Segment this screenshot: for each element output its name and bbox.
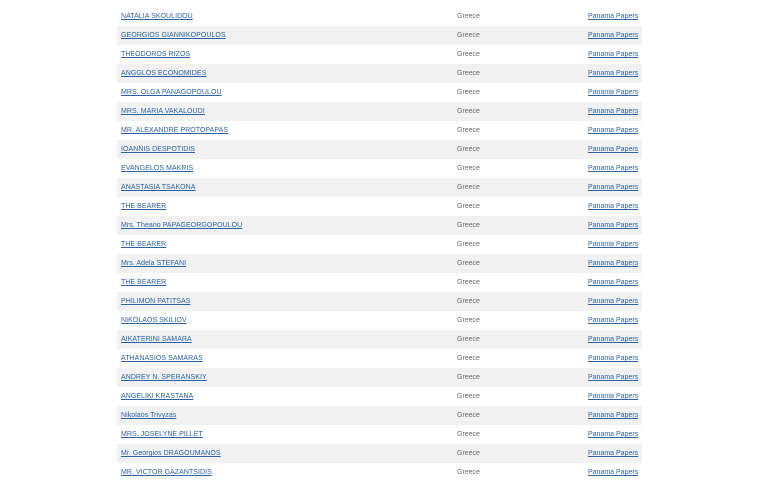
table-row (117, 178, 642, 197)
table-row (117, 425, 642, 444)
entity-name-link[interactable]: THE BEARER (121, 241, 167, 248)
table-row (117, 45, 642, 64)
data-source-link[interactable]: Panama Papers (588, 241, 639, 248)
data-source-link[interactable]: Panama Papers (588, 165, 639, 172)
country-cell: Greece (457, 393, 480, 400)
table-row (117, 311, 642, 330)
entity-name-link[interactable]: MRS. JOSELYNE PILLET (121, 431, 203, 438)
country-cell: Greece (457, 336, 480, 343)
country-cell: Greece (457, 89, 480, 96)
data-source-link[interactable]: Panama Papers (588, 279, 639, 286)
entity-name-link[interactable]: Nikolaos Trivyzas (121, 412, 177, 419)
table-row (117, 83, 642, 102)
entity-name-link[interactable]: EVANGELOS MAKRIS (121, 165, 194, 172)
entity-name-link[interactable]: THEODOROS RIZOS (121, 51, 191, 58)
table-row (117, 140, 642, 159)
data-source-link[interactable]: Panama Papers (588, 336, 639, 343)
data-source-link[interactable]: Panama Papers (588, 222, 639, 229)
data-source-link[interactable]: Panama Papers (588, 298, 639, 305)
table-row (117, 64, 642, 83)
entity-name-link[interactable]: NATALIA SKOULIDOU (121, 13, 193, 20)
country-cell: Greece (457, 165, 480, 172)
entity-name-link[interactable]: THE BEARER (121, 279, 167, 286)
entity-name-link[interactable]: PHILIMON PATITSAS (121, 298, 191, 305)
country-cell: Greece (457, 450, 480, 457)
table-row (117, 254, 642, 273)
country-cell: Greece (457, 317, 480, 324)
country-cell: Greece (457, 146, 480, 153)
results-table (117, 7, 642, 482)
country-cell: Greece (457, 431, 480, 438)
table-row (117, 235, 642, 254)
data-source-link[interactable]: Panama Papers (588, 127, 639, 134)
entity-name-link[interactable]: NIKOLAOS SKILIOV (121, 317, 187, 324)
data-source-link[interactable]: Panama Papers (588, 317, 639, 324)
table-row (117, 330, 642, 349)
country-cell: Greece (457, 70, 480, 77)
data-source-link[interactable]: Panama Papers (588, 51, 639, 58)
data-source-link[interactable]: Panama Papers (588, 13, 639, 20)
entity-name-link[interactable]: ATHANASIOS SAMARAS (121, 355, 203, 362)
country-cell: Greece (457, 298, 480, 305)
entity-name-link[interactable]: ANGELIKI KRASTANA (121, 393, 194, 400)
country-cell: Greece (457, 355, 480, 362)
entity-name-link[interactable]: MR. VICTOR GAZANTSIDIS (121, 469, 212, 476)
entity-name-link[interactable]: ANDREY N. SPERANSKIY (121, 374, 207, 381)
country-cell: Greece (457, 412, 480, 419)
country-cell: Greece (457, 203, 480, 210)
table-row (117, 216, 642, 235)
data-source-link[interactable]: Panama Papers (588, 108, 639, 115)
country-cell: Greece (457, 184, 480, 191)
table-row (117, 292, 642, 311)
data-source-link[interactable]: Panama Papers (588, 89, 639, 96)
data-source-link[interactable]: Panama Papers (588, 469, 639, 476)
table-row (117, 444, 642, 463)
country-cell: Greece (457, 127, 480, 134)
data-source-link[interactable]: Panama Papers (588, 184, 639, 191)
data-source-link[interactable]: Panama Papers (588, 412, 639, 419)
data-source-link[interactable]: Panama Papers (588, 203, 639, 210)
data-source-link[interactable]: Panama Papers (588, 355, 639, 362)
entity-name-link[interactable]: THE BEARER (121, 203, 167, 210)
country-cell: Greece (457, 279, 480, 286)
country-cell: Greece (457, 260, 480, 267)
data-source-link[interactable]: Panama Papers (588, 260, 639, 267)
entity-name-link[interactable]: ANGGLOS ECONOMIDES (121, 70, 207, 77)
table-row (117, 387, 642, 406)
table-row (117, 463, 642, 482)
data-source-link[interactable]: Panama Papers (588, 431, 639, 438)
country-cell: Greece (457, 374, 480, 381)
entity-name-link[interactable]: Mr. Georgios DRAGOUMANOS (121, 450, 221, 457)
entity-name-link[interactable]: MRS. MARIA VAKALOUDI (121, 108, 205, 115)
country-cell: Greece (457, 108, 480, 115)
entity-name-link[interactable]: ANASTASIA TSAKONA (121, 184, 196, 191)
entity-name-link[interactable]: IOANNIS DESPOTIDIS (121, 146, 196, 153)
table-row (117, 368, 642, 387)
entity-name-link[interactable]: MR. ALEXANDRE PROTOPAPAS (121, 127, 229, 134)
entity-name-link[interactable]: Mrs. Adela STEFANI (121, 260, 187, 267)
entity-name-link[interactable]: GEORGIOS GIANNIKOPOULOS (121, 32, 226, 39)
data-source-link[interactable]: Panama Papers (588, 374, 639, 381)
table-row (117, 273, 642, 292)
data-source-link[interactable]: Panama Papers (588, 146, 639, 153)
entity-name-link[interactable]: MRS. OLGA PANAGOPOULOU (121, 89, 222, 96)
table-row (117, 197, 642, 216)
table-row (117, 159, 642, 178)
table-row (117, 26, 642, 45)
table-row (117, 121, 642, 140)
data-source-link[interactable]: Panama Papers (588, 70, 639, 77)
table-row (117, 349, 642, 368)
table-row (117, 102, 642, 121)
country-cell: Greece (457, 241, 480, 248)
data-source-link[interactable]: Panama Papers (588, 32, 639, 39)
table-row (117, 406, 642, 425)
entity-name-link[interactable]: AIKATERINI SAMARA (121, 336, 192, 343)
country-cell: Greece (457, 469, 480, 476)
entity-name-link[interactable]: Mrs. Theano PAPAGEORGOPOULOU (121, 222, 243, 229)
country-cell: Greece (457, 51, 480, 58)
data-source-link[interactable]: Panama Papers (588, 393, 639, 400)
country-cell: Greece (457, 222, 480, 229)
country-cell: Greece (457, 32, 480, 39)
data-source-link[interactable]: Panama Papers (588, 450, 639, 457)
country-cell: Greece (457, 13, 480, 20)
table-row (117, 7, 642, 26)
